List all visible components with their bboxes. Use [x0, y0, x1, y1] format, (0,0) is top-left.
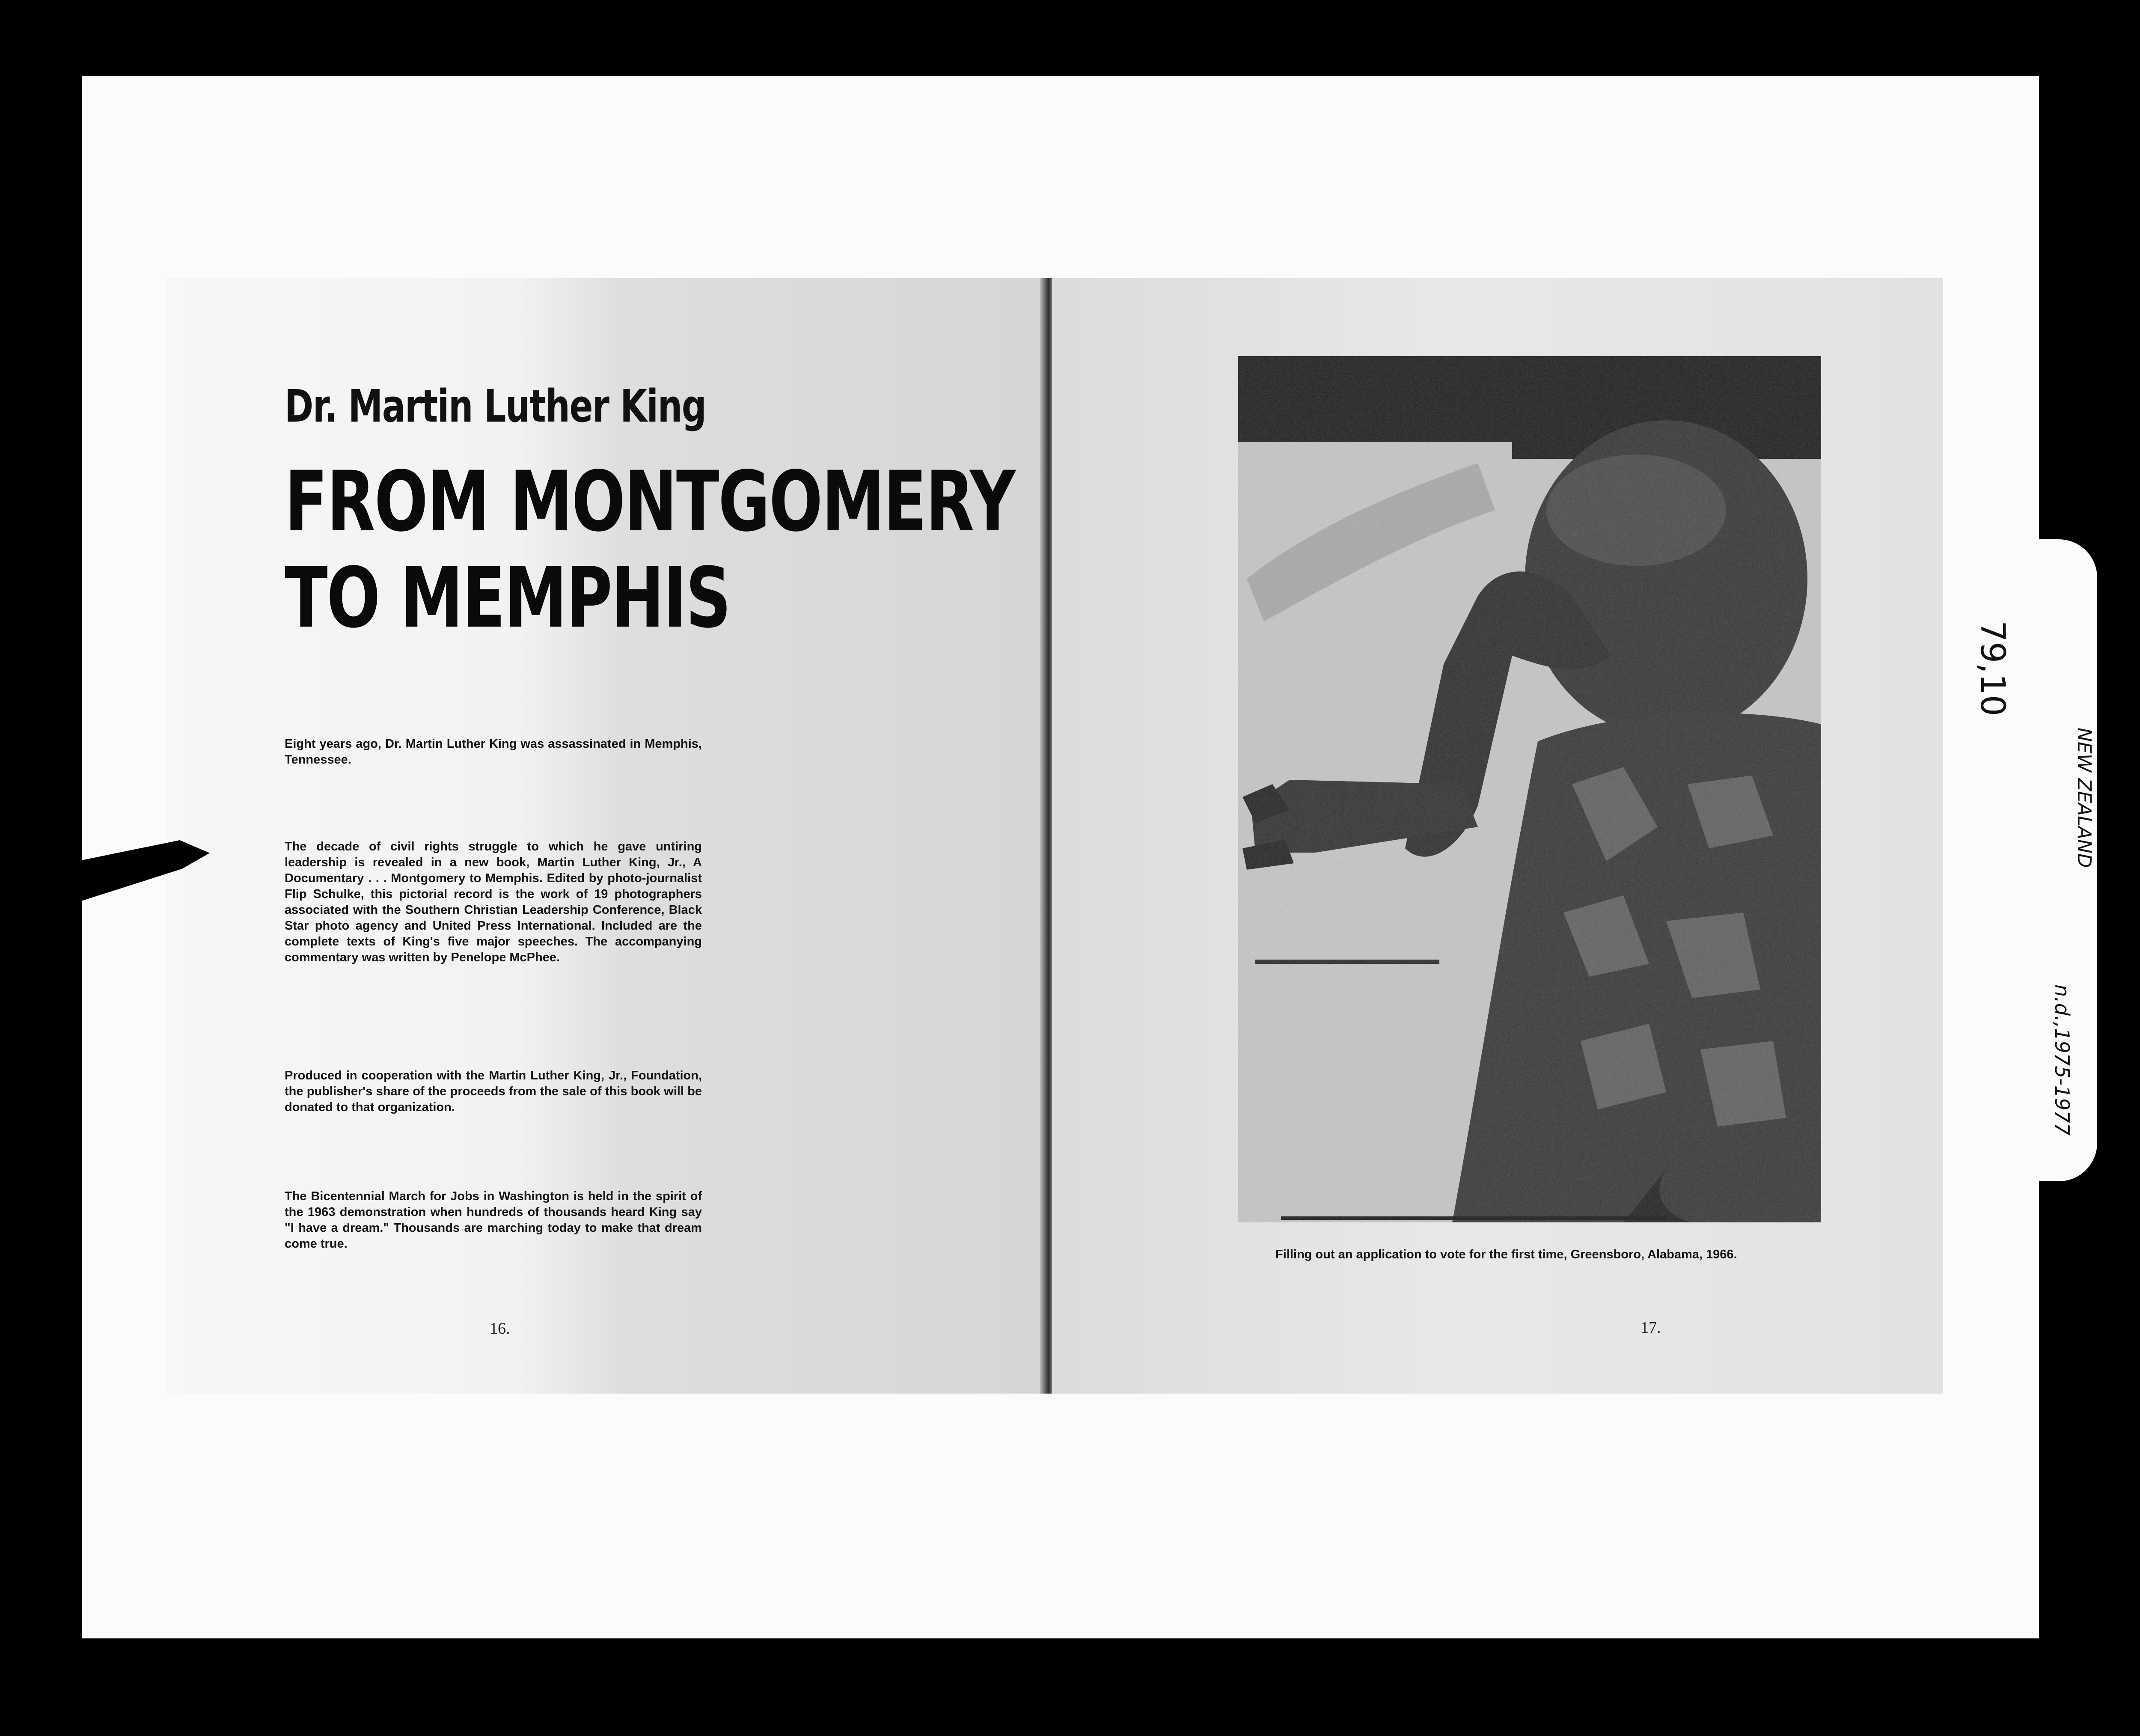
- handwritten-date: n.d.,1975-1977: [2051, 984, 2074, 1136]
- page-number-left: 16.: [490, 1320, 510, 1338]
- photograph: [1238, 356, 1821, 1222]
- title-line-1: FROM MONTGOMERY: [285, 453, 1015, 550]
- paragraph-1: Eight years ago, Dr. Martin Luther King was assassinated in Memphis, Tennessee.: [285, 737, 702, 767]
- handwritten-number: 79,10: [1973, 621, 2012, 716]
- article-subtitle: Dr. Martin Luther King: [285, 380, 706, 432]
- handwritten-country: NEW ZEALAND: [2073, 728, 2095, 868]
- paragraph-4: The Bicentennial March for Jobs in Washington is held in the spirit of the 1963 demonstration when hundreds of thousands heard King say "I have a dream." Thousands are marching today to make that dream come true.: [285, 1189, 702, 1251]
- article-title: [285, 454, 1014, 646]
- pointer-arrow-icon: [81, 837, 214, 914]
- paragraph-2: The decade of civil rights struggle to which he gave untiring leadership is revealed in a new book, Martin Luther King, Jr., A Documentary . . . Montgomery to Memphis. Edited by photo-journalist Flip Schulke, this pictorial record is the work of 19 photographers associated with the Southern Christian Leadership Conference, Black Star photo agency and United Press International. Included are the complete texts of King's five major speeches. The accompanying commentary was written by Penelope McPhee.: [285, 840, 702, 964]
- title-line-2: TO MEMPHIS: [285, 550, 731, 646]
- page-number-right: 17.: [1641, 1319, 1661, 1337]
- voter-photo-image: [1238, 356, 1821, 1222]
- paragraph-3: Produced in cooperation with the Martin Luther King, Jr., Foundation, the publisher's share of the proceeds from the sale of this book will be donated to that organization.: [285, 1069, 702, 1114]
- photo-caption: Filling out an application to vote for the first time, Greensboro, Alabama, 1966.: [1275, 1248, 1737, 1261]
- left-page: [167, 278, 1044, 1394]
